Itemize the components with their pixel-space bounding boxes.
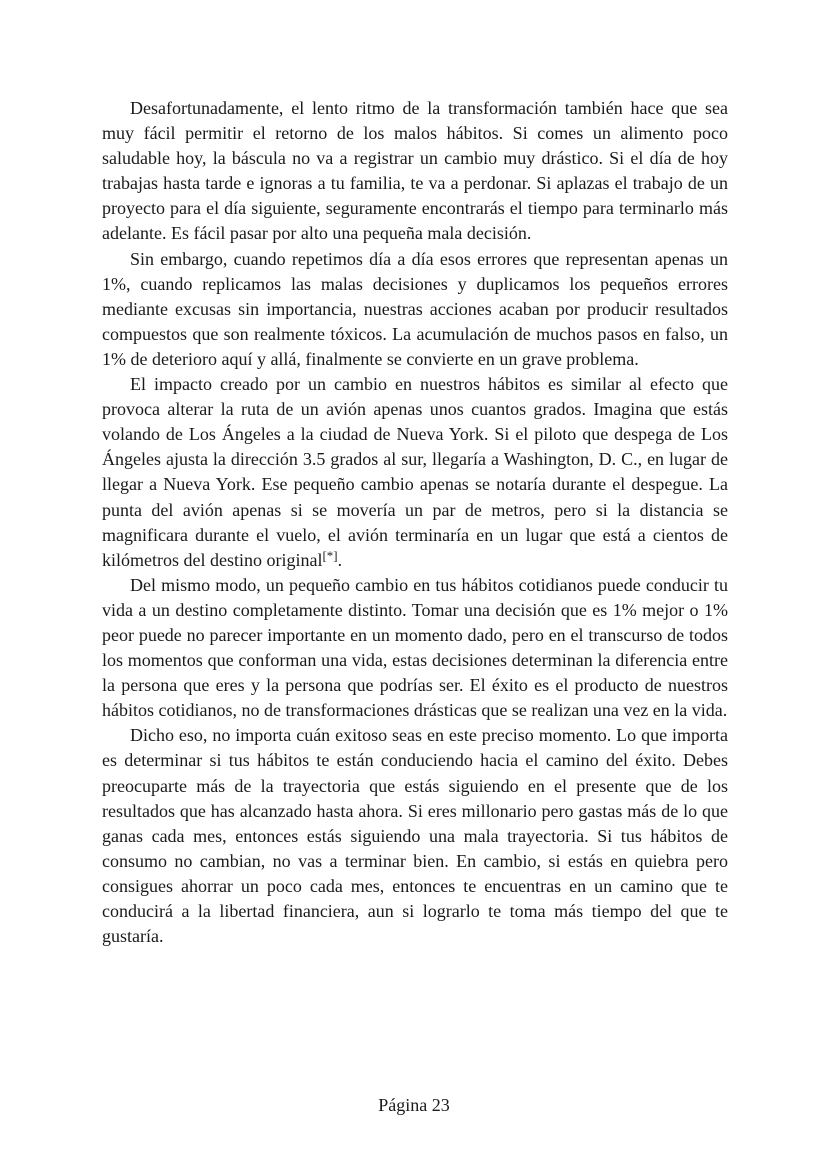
paragraph-5: Dicho eso, no importa cuán exitoso seas en este preciso momento. Lo que importa es determinar si tus hábitos te están conduciendo hacia el camino del éxito. Debes preocuparte más de la trayectoria que estás siguiendo en el presente que de los resultados que has alcanzado hasta ahora. Si eres millonario pero gastas más de lo que ganas cada mes, entonces estás siguiendo una mala trayectoria. Si tus hábitos de consumo no cambian, no vas a terminar bien. En cambio, si estás en quiebra pero consigues ahorrar un poco cada mes, entonces te encuentras en un camino que te conducirá a la libertad financiera, aun si lograrlo te toma más tiempo del que te gustaría. [102, 725, 728, 947]
body-text [102, 96, 728, 949]
paragraph-3-tail: . [337, 549, 343, 570]
footnote-link[interactable]: [*] [322, 547, 338, 563]
paragraph-1: Desafortunadamente, el lento ritmo de la transformación también hace que sea muy fácil permitir el retorno de los malos hábitos. Si comes un alimento poco saludable hoy, la báscula no va a registrar un cambio muy drástico. Si el día de hoy trabajas hasta tarde e ignoras a tu familia, te va a perdonar. Si aplazas el trabajo de un proyecto para el día siguiente, seguramente encontrarás el tiempo para terminarlo más adelante. Es fácil pasar por alto una pequeña mala decisión. [102, 98, 728, 244]
paragraph-4: Del mismo modo, un pequeño cambio en tus hábitos cotidianos puede conducir tu vida a un destino completamente distinto. Tomar una decisión que es 1% mejor o 1% peor puede no parecer importante en un momento dado, pero en el transcurso de todos los momentos que conforman una vida, estas decisiones determinan la diferencia entre la persona que eres y la persona que podrías ser. El éxito es el producto de nuestros hábitos cotidianos, no de transformaciones drásticas que se realizan una vez en la vida. [102, 574, 728, 721]
paragraph-3-text: El impacto creado por un cambio en nuestros hábitos es similar al efecto que provoca alterar la ruta de un avión apenas unos cuantos grados. Imagina que estás volando de Los Ángeles a la ciudad de Nueva York. Si el piloto que despega de Los Ángeles ajusta la dirección 3.5 grados al sur, llegaría a Washington, D. C., en lugar de llegar a Nueva York. Ese pequeño cambio apenas se notaría durante el despegue. La punta del avión apenas si se movería un par de metros, pero si la distancia se magnificara durante el vuelo, el avión terminaría en un lugar que está a cientos de kilómetros del destino original [102, 374, 728, 570]
page-number: Página 23 [378, 1095, 450, 1115]
paragraph-2: Sin embargo, cuando repetimos día a día esos errores que representan apenas un 1%, cuando replicamos las malas decisiones y duplicamos los pequeños errores mediante excusas sin importancia, nuestras acciones acaban por producir resultados compuestos que son realmente tóxicos. La acumulación de muchos pasos en falso, un 1% de deterioro aquí y allá, finalmente se convierte en un grave problema. [102, 248, 728, 369]
paragraph-3 [102, 372, 728, 573]
